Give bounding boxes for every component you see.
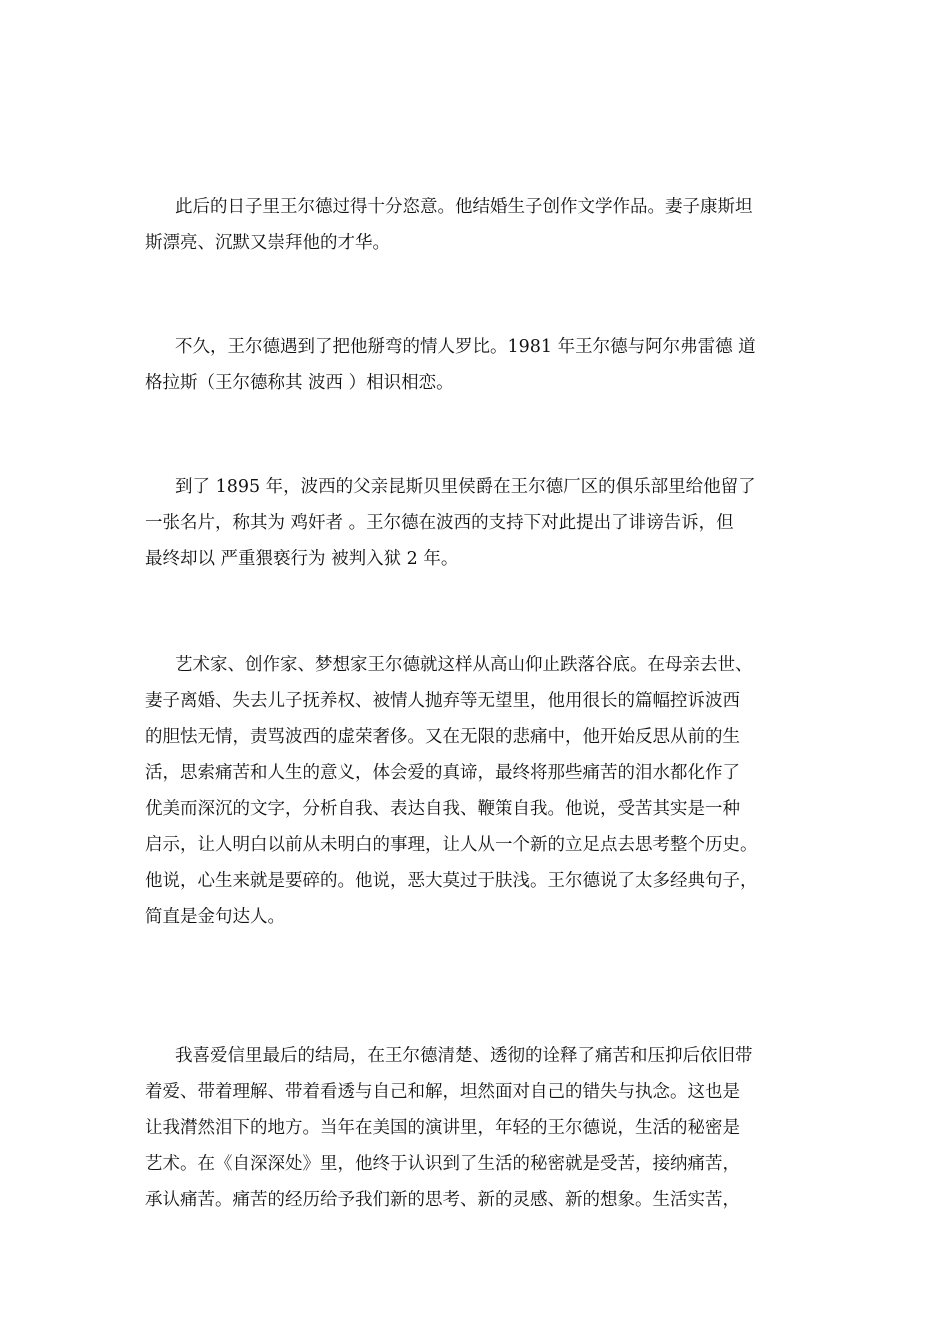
text-line: 简直是金句达人。 [145,907,285,927]
text-line: 此后的日子里王尔德过得十分恣意。他结婚生子创作文学作品。妻子康斯坦 [175,197,753,217]
text-line: 我喜爱信里最后的结局，在王尔德清楚、透彻的诠释了痛苦和压抑后依旧带 [175,1046,753,1066]
text-line: 着爱、带着理解、带着看透与自己和解，坦然面对自己的错失与执念。这也是 [145,1082,740,1102]
text-line: 艺术。在《自深深处》里，他终于认识到了生活的秘密就是受苦，接纳痛苦， [145,1154,740,1174]
text-line: 他说，心生来就是要碎的。他说，恶大莫过于肤浅。王尔德说了太多经典句子， [145,871,758,891]
text-line: 启示，让人明白以前从未明白的事理，让人从一个新的立足点去思考整个历史。 [145,835,758,855]
text-line: 不久，王尔德遇到了把他掰弯的情人罗比。1981 年王尔德与阿尔弗雷德 道 [175,337,756,357]
text-line: 艺术家、创作家、梦想家王尔德就这样从高山仰止跌落谷底。在母亲去世、 [175,655,753,675]
paragraph-lover [145,329,807,401]
paragraph-ending [145,1038,807,1218]
text-line: 一张名片，称其为 鸡奸者 。王尔德在波西的支持下对此提出了诽谤告诉，但 [145,513,734,533]
text-line: 最终却以 严重猥亵行为 被判入狱 2 年。 [145,549,459,569]
text-line: 到了 1895 年，波西的父亲昆斯贝里侯爵在王尔德厂区的俱乐部里给他留了 [175,477,756,497]
paragraph-marriage [145,189,807,261]
text-line: 让我潸然泪下的地方。当年在美国的演讲里，年轻的王尔德说，生活的秘密是 [145,1118,740,1138]
paragraph-trial [145,469,807,577]
text-line: 妻子离婚、失去儿子抚养权、被情人抛弃等无望里，他用很长的篇幅控诉波西 [145,691,740,711]
text-line: 斯漂亮、沉默又崇拜他的才华。 [145,233,390,253]
text-line: 优美而深沉的文字，分析自我、表达自我、鞭策自我。他说，受苦其实是一种 [145,799,740,819]
text-line: 的胆怯无情，责骂波西的虚荣奢侈。又在无限的悲痛中，他开始反思从前的生 [145,727,740,747]
text-line: 承认痛苦。痛苦的经历给予我们新的思考、新的灵感、新的想象。生活实苦， [145,1190,740,1210]
paragraph-downfall [145,647,807,935]
text-line: 格拉斯（王尔德称其 波西 ）相识相恋。 [145,373,454,393]
text-line: 活，思索痛苦和人生的意义，体会爱的真谛，最终将那些痛苦的泪水都化作了 [145,763,740,783]
